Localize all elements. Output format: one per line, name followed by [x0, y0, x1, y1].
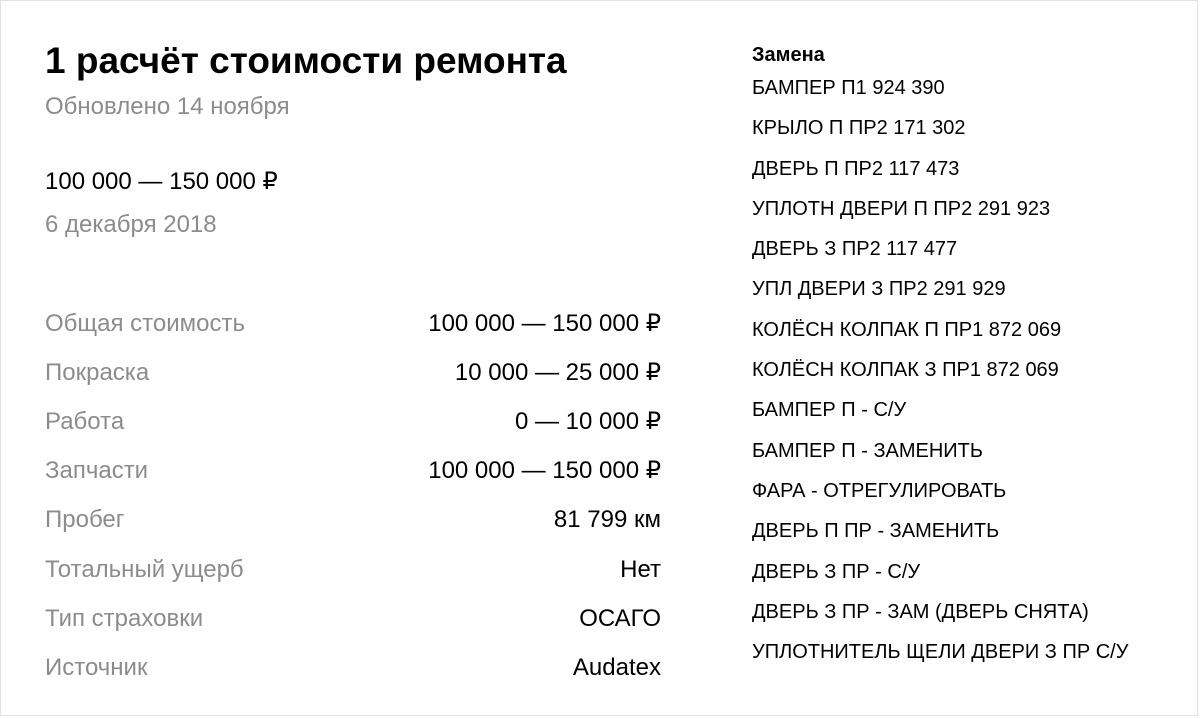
- detail-value: 100 000 — 150 000 ₽: [428, 457, 661, 485]
- list-item: КОЛЁСН КОЛПАК З ПР1 872 069: [752, 359, 1059, 382]
- list-item: БАМПЕР П - ЗАМЕНИТЬ: [752, 439, 984, 462]
- detail-value: Нет: [620, 555, 661, 583]
- detail-label: Источник: [45, 653, 148, 681]
- detail-value: Audatex: [572, 653, 661, 681]
- list-item: БАМПЕР П1 924 390: [752, 77, 945, 99]
- list-item: УПЛОТН ДВЕРИ П ПР2 291 923: [752, 197, 1051, 220]
- detail-row-total-loss: [45, 545, 661, 594]
- details-table: [45, 299, 661, 693]
- detail-value: 81 799 км: [553, 506, 661, 534]
- replacement-list: [752, 73, 1182, 677]
- detail-value: 100 000 — 150 000 ₽: [428, 309, 661, 337]
- list-item: УПЛОТНИТЕЛЬ ЩЕЛИ ДВЕРИ З ПР С/У: [752, 641, 1129, 664]
- estimate-price-range: 100 000 — 150 000 ₽: [45, 168, 278, 195]
- detail-label: Покраска: [45, 358, 150, 386]
- replacement-section: [752, 41, 1182, 677]
- updated-date: Обновлено 14 ноября: [45, 93, 290, 120]
- detail-row-painting: [45, 348, 661, 397]
- detail-label: Тотальный ущерб: [45, 555, 244, 583]
- estimate-date: 6 декабря 2018: [45, 211, 217, 238]
- detail-row-total-cost: [45, 299, 661, 348]
- list-item: ДВЕРЬ П ПР2 117 473: [752, 157, 960, 180]
- detail-value: 10 000 — 25 000 ₽: [454, 358, 661, 386]
- detail-row-insurance-type: [45, 594, 661, 643]
- detail-row-labor: [45, 397, 661, 446]
- detail-row-parts: [45, 447, 661, 496]
- detail-row-source: [45, 643, 661, 692]
- detail-label: Работа: [45, 407, 125, 435]
- list-item: ДВЕРЬ П ПР - ЗАМЕНИТЬ: [752, 520, 1000, 543]
- list-item: ДВЕРЬ З ПР - ЗАМ (ДВЕРЬ СНЯТА): [752, 600, 1089, 623]
- detail-value: ОСАГО: [579, 604, 661, 632]
- detail-label: Запчасти: [45, 457, 149, 485]
- list-item: КРЫЛО П ПР2 171 302: [752, 117, 966, 140]
- list-item: ДВЕРЬ З ПР - С/У: [752, 560, 921, 583]
- detail-label: Тип страховки: [45, 604, 204, 632]
- detail-label: Общая стоимость: [45, 309, 245, 337]
- list-item: ДВЕРЬ З ПР2 117 477: [752, 238, 958, 261]
- detail-row-mileage: [45, 496, 661, 545]
- detail-label: Пробег: [45, 506, 125, 534]
- list-item: ФАРА - ОТРЕГУЛИРОВАТЬ: [752, 479, 1007, 502]
- replacement-title: Замена: [752, 44, 825, 66]
- list-item: УПЛ ДВЕРИ З ПР2 291 929: [752, 278, 1006, 301]
- list-item: БАМПЕР П - С/У: [752, 399, 907, 422]
- detail-value: 0 — 10 000 ₽: [514, 407, 661, 435]
- list-item: КОЛЁСН КОЛПАК П ПР1 872 069: [752, 318, 1062, 341]
- page-title: 1 расчёт стоимости ремонта: [45, 40, 567, 81]
